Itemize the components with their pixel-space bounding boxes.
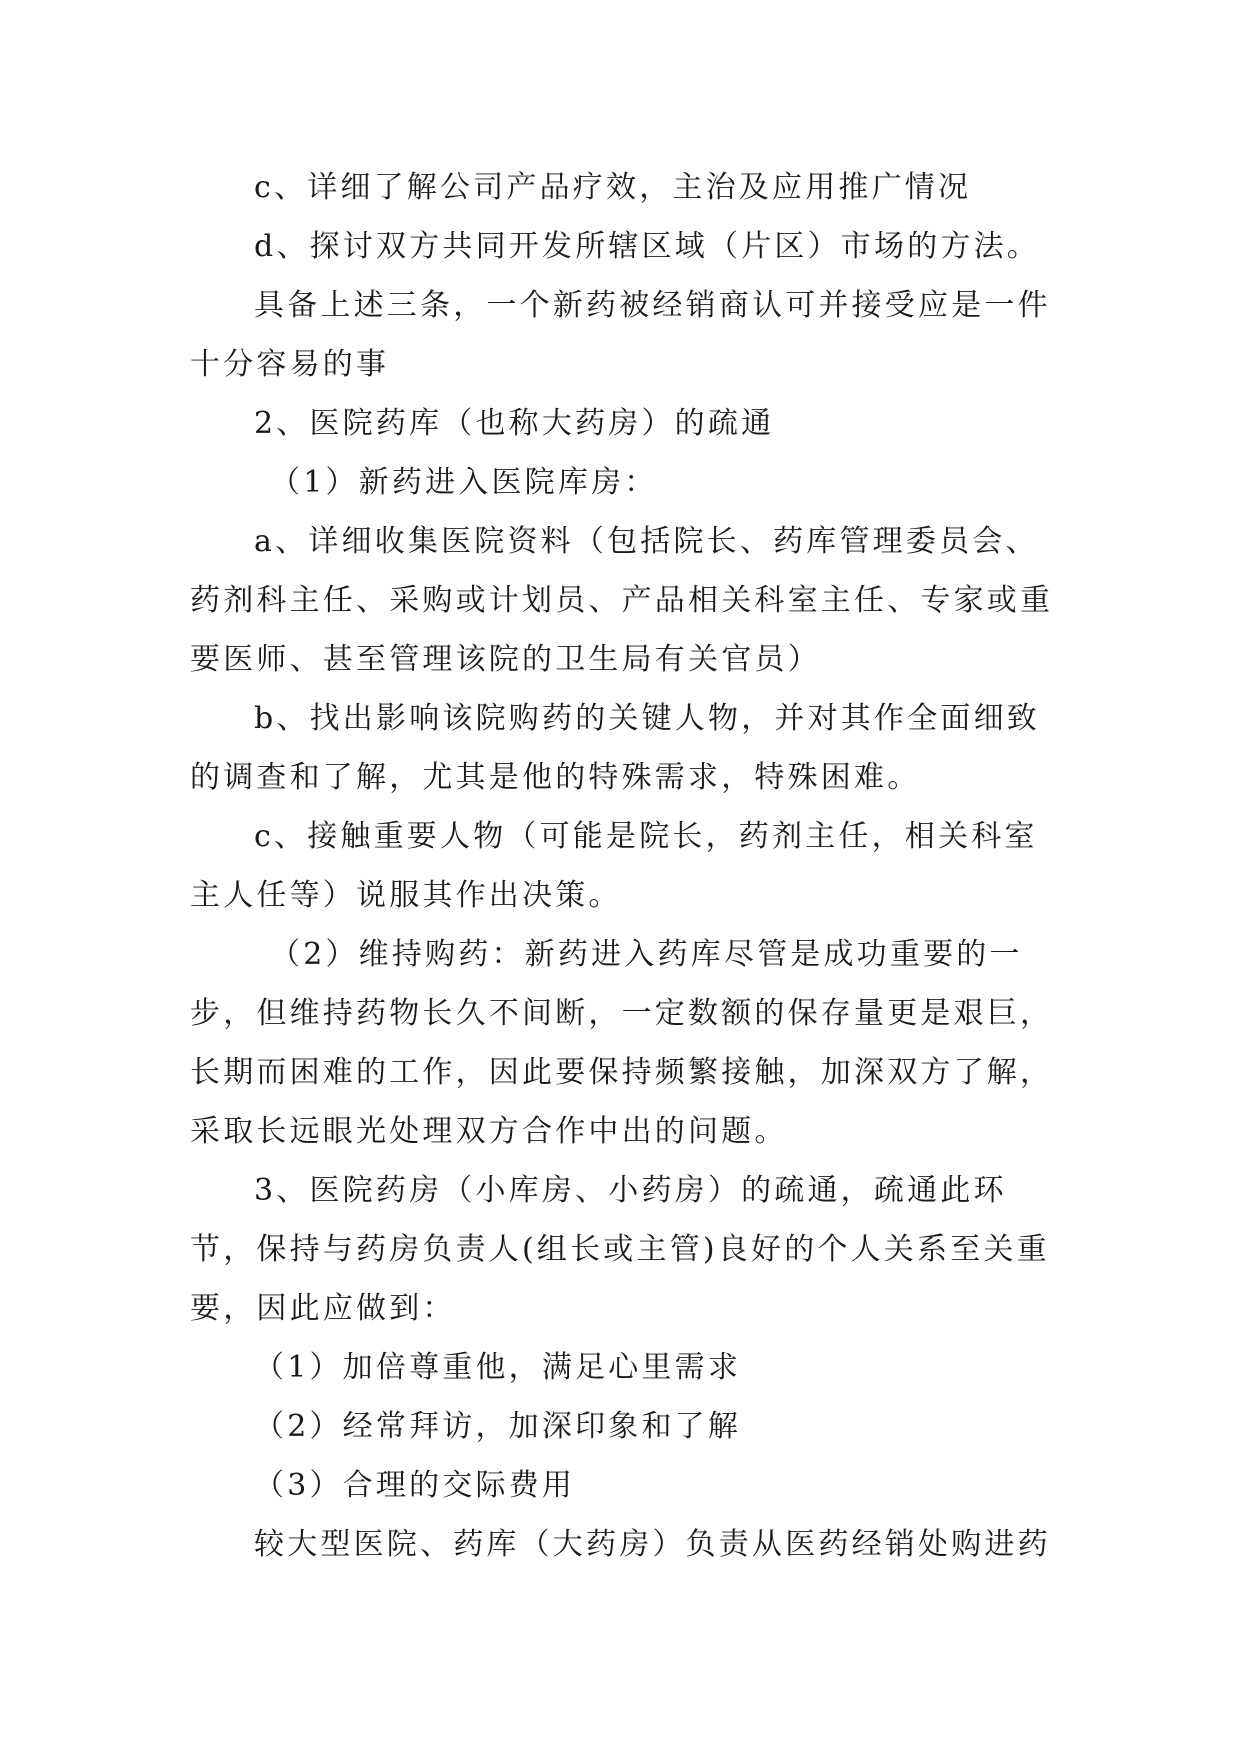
paragraph-summary: 具备上述三条，一个新药被经销商认可并接受应是一件十分容易的事 (190, 288, 1051, 382)
subheading-new-drug-entry: （1）新药进入医院库房： (270, 465, 658, 500)
heading-hospital-pharmacy-warehouse: 2、医院药库（也称大药房）的疏通 (254, 406, 775, 441)
paragraph-c-contact-persons: c、接触重要人物（可能是院长，药剂主任，相关科室主人任等）说服其作出决策。 (190, 819, 1038, 913)
paragraph-d-market-development: d、探讨双方共同开发所辖区域（片区）市场的方法。 (254, 229, 1041, 264)
document-body (190, 158, 1060, 1574)
list-item-respect: （1）加倍尊重他，满足心里需求 (254, 1350, 742, 1385)
list-item-visits: （2）经常拜访，加深印象和了解 (254, 1409, 742, 1444)
paragraph-c-product-efficacy: c、详细了解公司产品疗效，主治及应用推广情况 (254, 170, 972, 205)
paragraph-maintain-purchase: （2）维持购药：新药进入药库尽管是成功重要的一步，但维持药物长久不间断，一定数额的保存量更是艰巨，长期而困难的工作，因此要保持频繁接触，加深双方了解，采取长远眼光处理双方合作中出的问题。 (190, 937, 1054, 1149)
list-item-expenses: （3）合理的交际费用 (254, 1468, 576, 1503)
paragraph-a-collect-info: a、详细收集医院资料（包括院长、药库管理委员会、药剂科主任、采购或计划员、产品相关科室主任、专家或重要医师、甚至管理该院的卫生局有关官员） (190, 524, 1054, 677)
paragraph-b-key-persons: b、找出影响该院购药的关键人物，并对其作全面细致的调查和了解，尤其是他的特殊需求，特殊困难。 (190, 701, 1041, 795)
paragraph-large-hospitals: 较大型医院、药库（大药房）负责从医药经销处购进药 (254, 1527, 1051, 1562)
heading-hospital-pharmacy: 3、医院药房（小库房、小药房）的疏通，疏通此环节，保持与药房负责人(组长或主管)良好的个人关系至关重要，因此应做到： (190, 1173, 1050, 1326)
